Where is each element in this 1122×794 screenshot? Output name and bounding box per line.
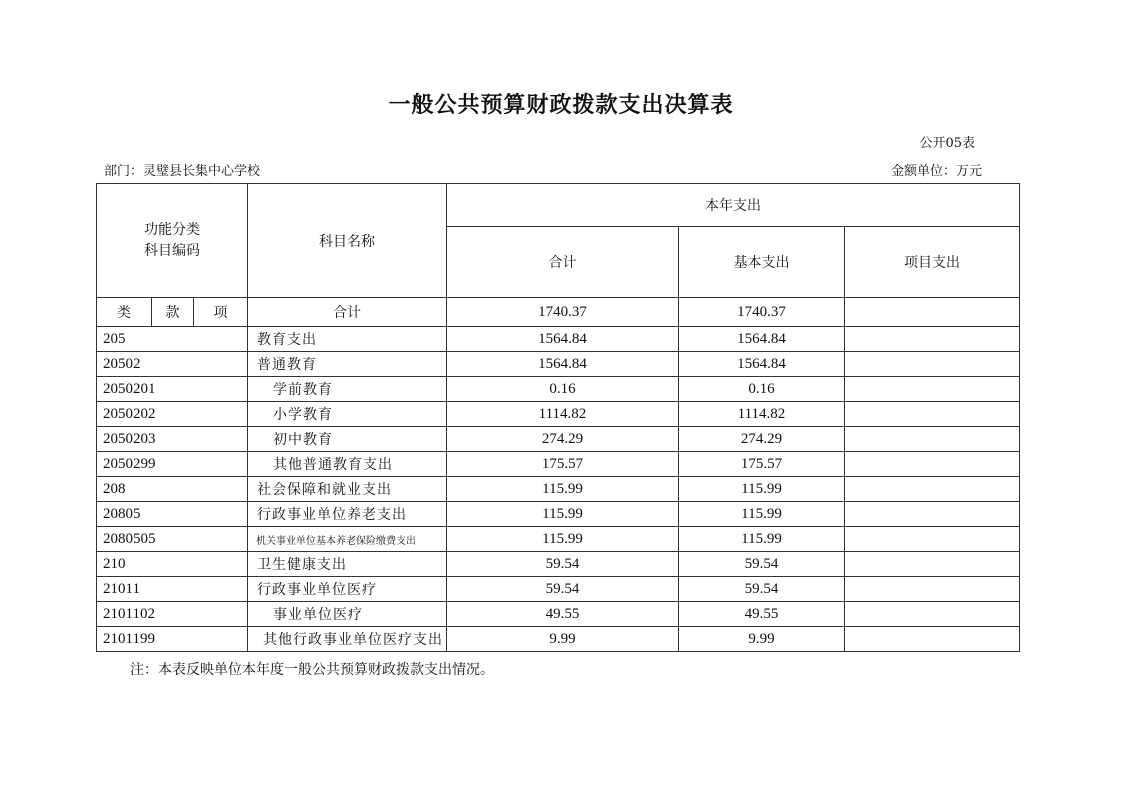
table-row xyxy=(97,452,1020,477)
row-basic: 274.29 xyxy=(679,427,845,452)
row-name: 小学教育 xyxy=(248,402,447,427)
row-project xyxy=(845,402,1020,427)
header-subject-name: 科目名称 xyxy=(248,184,447,298)
row-basic: 1114.82 xyxy=(679,402,845,427)
row-basic: 115.99 xyxy=(679,527,845,552)
table-note: 注：本表反映单位本年度一般公共预算财政拨款支出情况。 xyxy=(130,662,494,678)
table-row xyxy=(97,577,1020,602)
row-code: 210 xyxy=(97,552,248,577)
header-row-top xyxy=(97,184,1020,227)
row-code: 208 xyxy=(97,477,248,502)
header-project-expense: 项目支出 xyxy=(845,227,1020,298)
row-project xyxy=(845,477,1020,502)
row-name: 初中教育 xyxy=(248,427,447,452)
row-code: 2050202 xyxy=(97,402,248,427)
header-lei: 类 xyxy=(97,298,152,327)
row-project xyxy=(845,377,1020,402)
row-total: 0.16 xyxy=(447,377,679,402)
total-row-label: 合计 xyxy=(248,298,447,327)
department-label: 部门：灵璧县长集中心学校 xyxy=(104,164,261,179)
row-basic: 0.16 xyxy=(679,377,845,402)
header-row-sub xyxy=(97,298,1020,327)
row-name: 卫生健康支出 xyxy=(248,552,447,577)
header-xiang: 项 xyxy=(194,298,248,327)
header-function-class xyxy=(97,184,248,298)
row-basic: 59.54 xyxy=(679,577,845,602)
row-total: 59.54 xyxy=(447,552,679,577)
row-project xyxy=(845,427,1020,452)
row-project xyxy=(845,452,1020,477)
table-row xyxy=(97,327,1020,352)
total-row-project xyxy=(845,298,1020,327)
row-basic: 59.54 xyxy=(679,552,845,577)
amount-unit-label: 金额单位：万元 xyxy=(890,164,982,179)
table-row xyxy=(97,377,1020,402)
row-project xyxy=(845,352,1020,377)
row-code: 20502 xyxy=(97,352,248,377)
table-row xyxy=(97,427,1020,452)
header-current-year: 本年支出 xyxy=(447,184,1020,227)
table-row xyxy=(97,352,1020,377)
row-basic: 115.99 xyxy=(679,477,845,502)
row-name: 行政事业单位养老支出 xyxy=(248,502,447,527)
row-name: 教育支出 xyxy=(248,327,447,352)
row-code: 2080505 xyxy=(97,527,248,552)
row-project xyxy=(845,527,1020,552)
row-project xyxy=(845,327,1020,352)
header-function-class-line1: 功能分类 xyxy=(144,221,200,238)
row-name: 学前教育 xyxy=(248,377,447,402)
page-title: 一般公共预算财政拨款支出决算表 xyxy=(388,93,734,118)
row-project xyxy=(845,502,1020,527)
table-number: 公开05表 xyxy=(919,136,975,151)
row-total: 1114.82 xyxy=(447,402,679,427)
row-basic: 9.99 xyxy=(679,627,845,652)
budget-table xyxy=(96,183,1020,652)
row-project xyxy=(845,602,1020,627)
table-row xyxy=(97,552,1020,577)
row-total: 115.99 xyxy=(447,527,679,552)
row-code: 2101102 xyxy=(97,602,248,627)
row-name: 其他行政事业单位医疗支出 xyxy=(248,627,447,652)
header-basic-expense: 基本支出 xyxy=(679,227,845,298)
table-row xyxy=(97,527,1020,552)
row-basic: 175.57 xyxy=(679,452,845,477)
row-code: 2101199 xyxy=(97,627,248,652)
row-total: 115.99 xyxy=(447,502,679,527)
row-basic: 1564.84 xyxy=(679,352,845,377)
row-total: 115.99 xyxy=(447,477,679,502)
table-row xyxy=(97,602,1020,627)
row-name: 行政事业单位医疗 xyxy=(248,577,447,602)
row-total: 274.29 xyxy=(447,427,679,452)
row-code: 205 xyxy=(97,327,248,352)
row-name: 普通教育 xyxy=(248,352,447,377)
table-row xyxy=(97,402,1020,427)
header-kuan: 款 xyxy=(152,298,194,327)
row-name: 其他普通教育支出 xyxy=(248,452,447,477)
row-total: 59.54 xyxy=(447,577,679,602)
total-row-total: 1740.37 xyxy=(447,298,679,327)
row-code: 2050201 xyxy=(97,377,248,402)
row-project xyxy=(845,552,1020,577)
row-code: 2050203 xyxy=(97,427,248,452)
total-row-basic: 1740.37 xyxy=(679,298,845,327)
row-total: 49.55 xyxy=(447,602,679,627)
row-project xyxy=(845,627,1020,652)
row-name: 社会保障和就业支出 xyxy=(248,477,447,502)
row-basic: 1564.84 xyxy=(679,327,845,352)
table-row xyxy=(97,627,1020,652)
header-total: 合计 xyxy=(447,227,679,298)
table-row xyxy=(97,477,1020,502)
row-name: 机关事业单位基本养老保险缴费支出 xyxy=(248,527,447,552)
row-project xyxy=(845,577,1020,602)
row-code: 20805 xyxy=(97,502,248,527)
row-total: 1564.84 xyxy=(447,352,679,377)
row-basic: 49.55 xyxy=(679,602,845,627)
table-row xyxy=(97,502,1020,527)
row-code: 2050299 xyxy=(97,452,248,477)
row-total: 9.99 xyxy=(447,627,679,652)
header-function-class-line2: 科目编码 xyxy=(144,242,200,259)
row-total: 175.57 xyxy=(447,452,679,477)
row-total: 1564.84 xyxy=(447,327,679,352)
row-name: 事业单位医疗 xyxy=(248,602,447,627)
row-code: 21011 xyxy=(97,577,248,602)
row-basic: 115.99 xyxy=(679,502,845,527)
